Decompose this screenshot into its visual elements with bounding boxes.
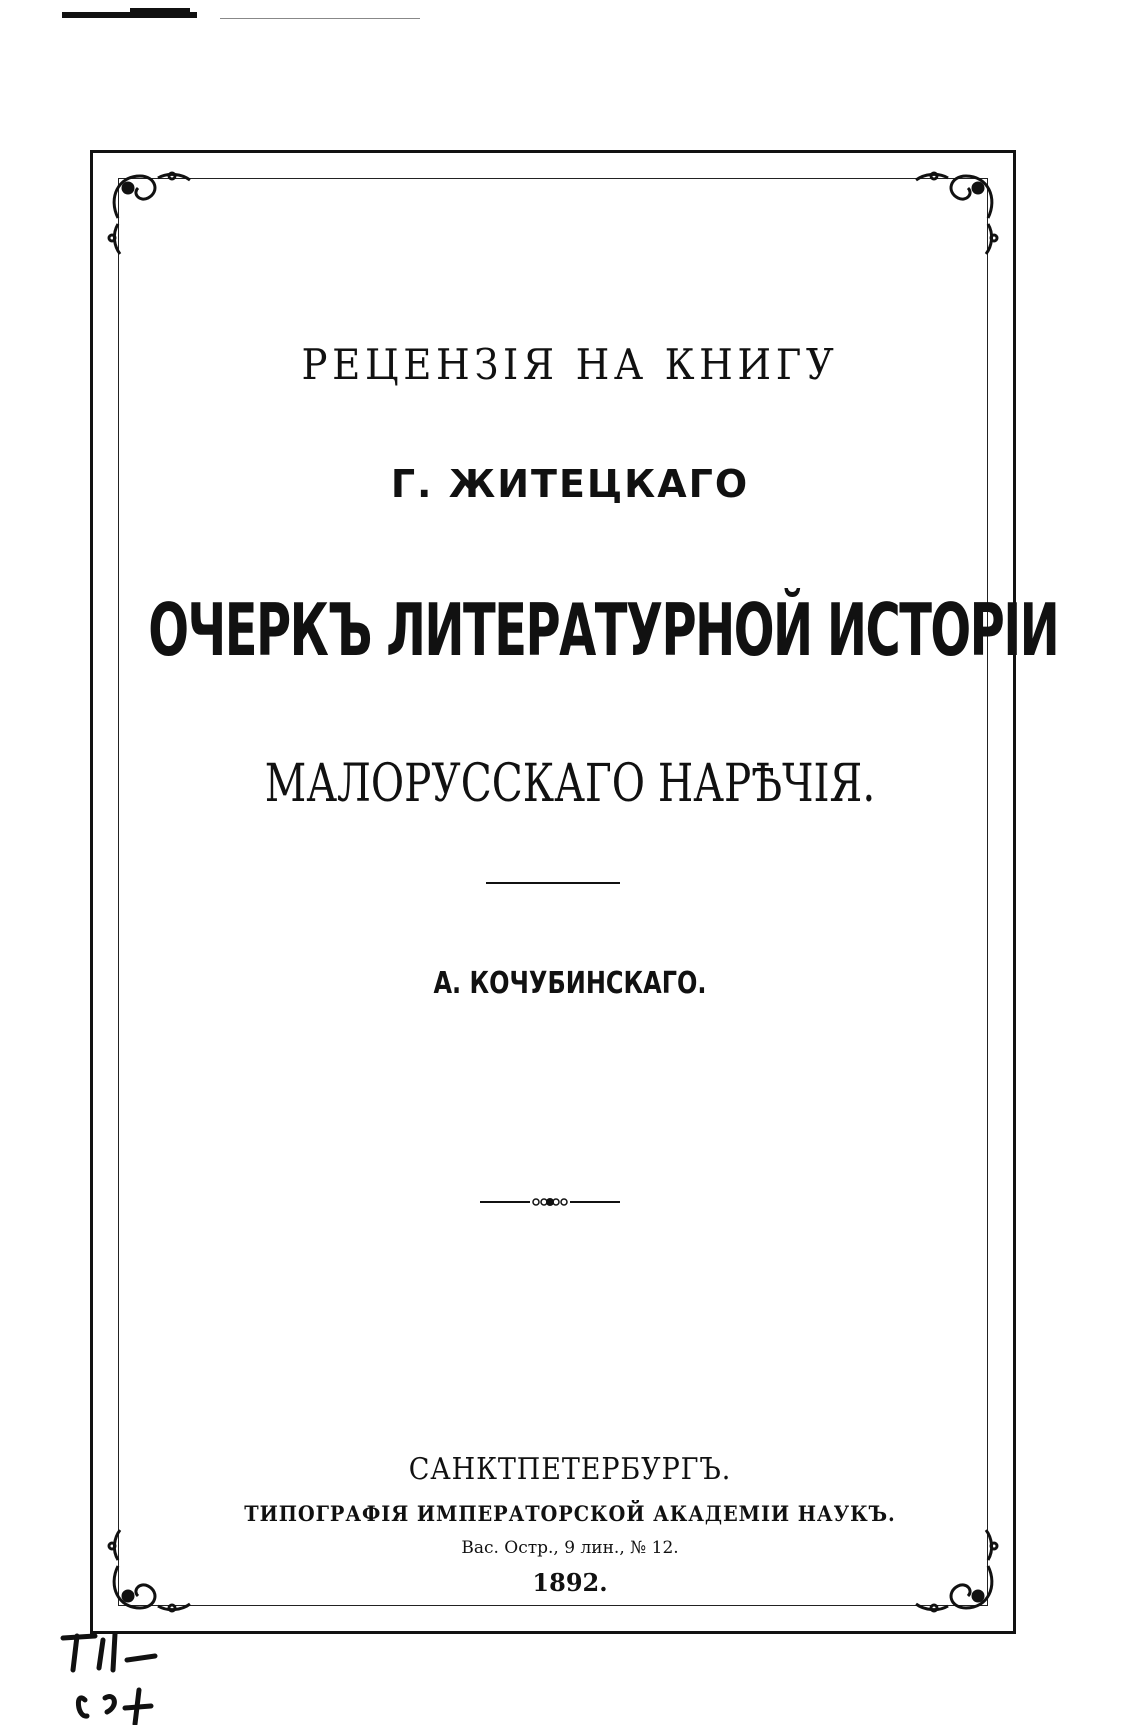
book-title-line-1: ОЧЕРКЪ ЛИТЕРАТУРНОЙ ИСТОРІИ — [148, 588, 1059, 672]
corner-ornament-top-right-icon — [908, 158, 1008, 258]
book-title-line-2: МАЛОРУССКАГО НАРѢЧІЯ. — [264, 754, 876, 814]
corner-ornament-top-left-icon — [98, 158, 198, 258]
scan-smudge-right — [220, 18, 420, 19]
inner-frame — [118, 178, 988, 1606]
printer-name: ТИПОГРАФІЯ ИМПЕРАТОРСКОЙ АКАДЕМІИ НАУКЪ. — [244, 1501, 896, 1526]
review-heading: РЕЦЕНЗІЯ НА КНИГУ — [301, 340, 839, 389]
ornamental-rule-icon — [480, 1194, 620, 1210]
publication-year: 1892. — [532, 1568, 608, 1597]
scan-smudge-top — [62, 12, 197, 18]
printer-address: Вас. Остр., 9 лин., № 12. — [461, 1538, 679, 1558]
reviewed-author: Г. ЖИТЕЦКАГО — [390, 462, 750, 506]
author-name: А. КОЧУБИНСКАГО. — [433, 966, 707, 1001]
title-divider — [486, 882, 620, 884]
publication-city: САНКТПЕТЕРБУРГЪ. — [408, 1452, 732, 1487]
scan-smudge-top-2 — [130, 8, 190, 12]
library-shelfmark-icon — [55, 1620, 175, 1725]
